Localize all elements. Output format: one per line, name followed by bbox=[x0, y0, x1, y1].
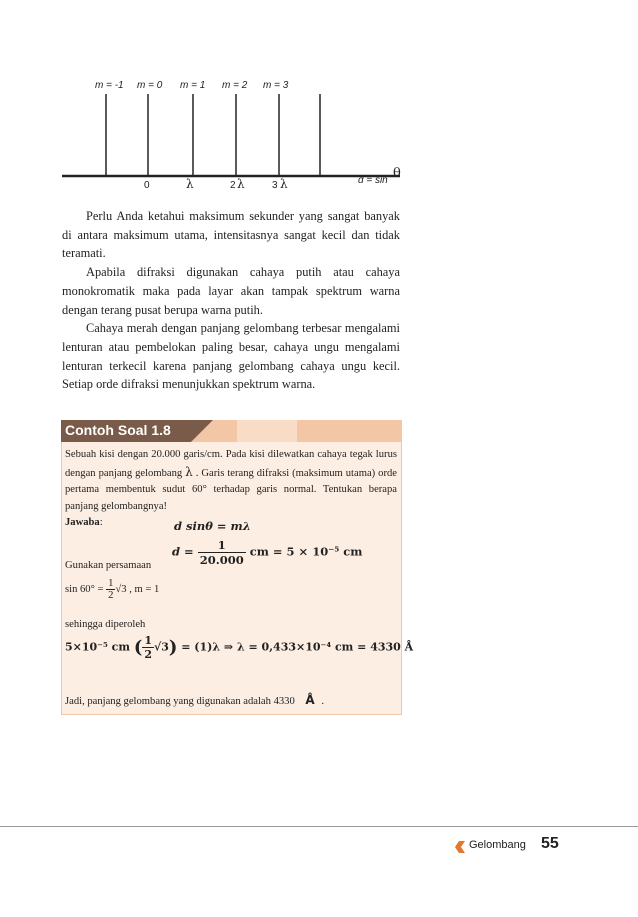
order-label-m-1: m = 1 bbox=[180, 80, 206, 91]
eq3-part-c: = (1)λ ⇒ λ = 0,433×10⁻⁴ cm = 4330 Å bbox=[181, 640, 414, 654]
eq2-rhs: cm = 5 × 10⁻⁵ cm bbox=[249, 544, 363, 559]
tick-lambda-2: λ bbox=[237, 177, 245, 191]
example-header-highlight bbox=[237, 420, 297, 442]
thus-text: sehingga diperoleh bbox=[65, 619, 146, 630]
eq2-lhs: d = bbox=[172, 544, 194, 559]
eq3-numerator: 1 bbox=[144, 634, 152, 647]
tick-lambda-3: λ bbox=[280, 177, 288, 191]
sin-root: √3 bbox=[115, 583, 127, 595]
example-body bbox=[61, 442, 414, 715]
tick-label-2: 2 bbox=[230, 180, 236, 191]
result-equation: 5×10⁻⁵ cm ( $\frac{1}{2}$ √3) = (1)λ ⇒ λ = 0,433×10⁻⁴ cm = 4330 Å bbox=[65, 634, 414, 661]
tick-lambda-1: λ bbox=[186, 177, 194, 191]
use-equation-text: Gunakan persamaan bbox=[65, 560, 152, 571]
paragraph-1: Perlu Anda ketahui maksimum sekunder yang sangat banyak di antara maksimum utama, intensitasnya sangat kecil dan tidak teramati. bbox=[62, 209, 400, 261]
chapter-arrow-icon bbox=[455, 841, 465, 853]
example-box bbox=[61, 420, 414, 715]
conclusion-unit: Å bbox=[305, 693, 315, 707]
sin-lhs: sin 60° = bbox=[65, 583, 104, 595]
problem-lambda: λ bbox=[185, 464, 193, 479]
equation-d bbox=[172, 538, 362, 567]
sin-m: , m = 1 bbox=[129, 583, 160, 595]
eq2-denominator: 20.000 bbox=[199, 553, 244, 567]
paragraph-2: Apabila difraksi digunakan cahaya putih atau cahaya monokromatik maka pada layar akan tampak spektrum warna dengan terang pusat berupa warna putih. bbox=[62, 265, 400, 317]
order-label-m-3: m = 3 bbox=[263, 80, 289, 91]
sin-denominator: 2 bbox=[108, 590, 114, 601]
order-label-m-minus-1: m = -1 bbox=[95, 80, 124, 91]
answer-label: Jawaba bbox=[65, 517, 100, 528]
eq3-root: √3 bbox=[154, 640, 169, 654]
diffraction-figure bbox=[0, 0, 638, 200]
order-label-m-0: m = 0 bbox=[137, 80, 163, 91]
page-number: 55 bbox=[541, 835, 559, 852]
conclusion-text: Jadi, panjang gelombang yang digunakan adalah 4330 bbox=[65, 696, 295, 707]
tick-label-0: 0 bbox=[144, 180, 150, 191]
footer-rule bbox=[0, 826, 638, 827]
diffraction-lines bbox=[0, 0, 638, 200]
example-title: Contoh Soal 1.8 bbox=[65, 422, 171, 438]
theta-symbol: θ bbox=[393, 166, 401, 181]
problem-text-1: Sebuah kisi dengan 20.000 garis/cm. Pada kisi dilewatkan cahaya tegak lurus dengan panjang gelombang bbox=[65, 449, 397, 479]
eq3-part-a: 5×10⁻⁵ cm bbox=[65, 640, 130, 654]
answer-colon: : bbox=[99, 517, 103, 528]
order-label-m-2: m = 2 bbox=[222, 80, 248, 91]
eq2-fraction bbox=[198, 538, 246, 567]
example-header-tab bbox=[191, 420, 213, 442]
sin-numerator: 1 bbox=[108, 578, 114, 589]
conclusion-period: . bbox=[321, 696, 325, 707]
problem-text-2: . Garis terang difraksi (maksimum utama) orde pertama membentuk sudut 60° terhadap garis normal. Tentukan berapa panjang gelombangnya! bbox=[65, 467, 397, 512]
tick-label-3: 3 bbox=[272, 180, 278, 191]
eq3-fraction bbox=[142, 634, 154, 661]
eq2-numerator: 1 bbox=[198, 538, 246, 553]
conclusion-line bbox=[65, 692, 324, 710]
body-text bbox=[62, 207, 400, 394]
footer-chapter-title: Gelombang bbox=[469, 839, 526, 851]
paragraph-3: Cahaya merah dengan panjang gelombang terbesar mengalami lenturan atau pembelokan paling besar, cahaya ungu mengalami lenturan terkecil karena panjang gelombang cahaya ungu kecil. Setiap orde difraksi menunjukkan spektrum warna. bbox=[62, 321, 400, 392]
eq3-denominator: 2 bbox=[144, 648, 152, 661]
equation-grating: d sinθ = mλ bbox=[174, 519, 251, 533]
axis-label: d = sin bbox=[358, 175, 388, 186]
sin-equation bbox=[65, 578, 159, 601]
